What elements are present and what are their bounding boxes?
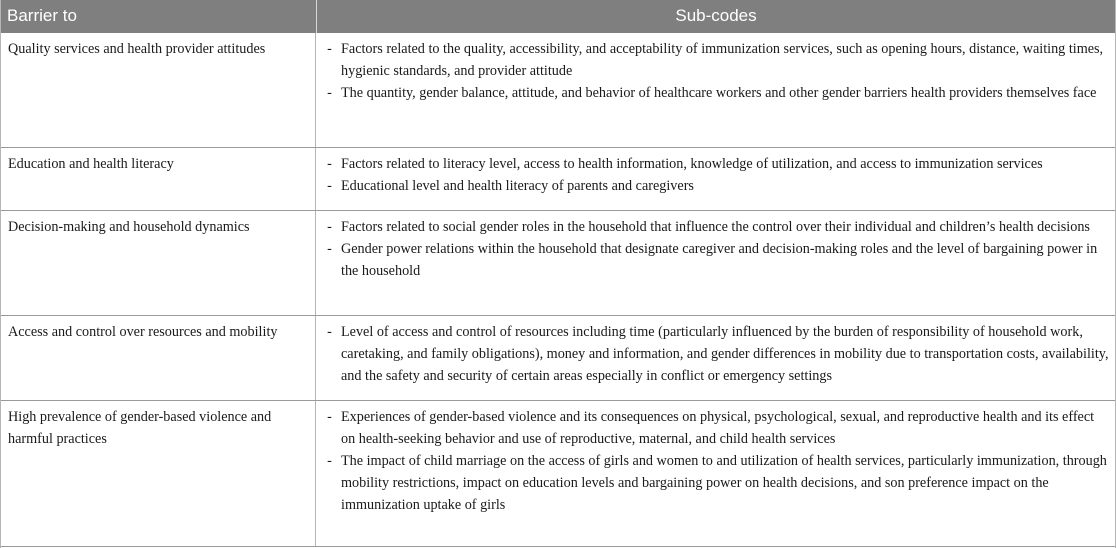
barrier-cell: Decision-making and household dynamics <box>1 211 316 315</box>
dash-bullet: - <box>327 178 332 194</box>
subcode-text: Level of access and control of resources including time (particularly influenced by the burden of responsibility of household work, caretaking, and family obligations), money and information, and gender differences in mobility due to transportation costs, availability, and the safety and security of certain areas especially in conflict or emergency settings <box>341 324 1109 384</box>
subcodes-cell <box>316 148 1115 210</box>
subcode-text: Factors related to literacy level, access to health information, knowledge of utilization, and access to immunization services <box>341 156 1043 172</box>
subcode-item <box>316 175 1111 197</box>
subcode-text: Gender power relations within the household that designate caregiver and decision-making roles and the level of bargaining power in the household <box>341 241 1098 279</box>
table-row <box>1 148 1115 211</box>
subcode-item <box>316 153 1111 175</box>
subcode-text: The impact of child marriage on the access of girls and women to and utilization of health services, particularly immunization, through mobility restrictions, impact on education levels and bargaining power on health decisions, and son preference impact on the immunization uptake of girls <box>341 453 1107 513</box>
subcode-text: Educational level and health literacy of parents and caregivers <box>341 178 694 194</box>
subcodes-cell <box>316 33 1115 147</box>
barrier-cell: Quality services and health provider attitudes <box>1 33 316 147</box>
dash-bullet: - <box>327 241 332 257</box>
subcode-item <box>316 82 1111 104</box>
table-row <box>1 211 1115 316</box>
dash-bullet: - <box>327 85 332 101</box>
dash-bullet: - <box>327 324 332 340</box>
subcode-text: Experiences of gender-based violence and its consequences on physical, psychological, sexual, and reproductive health and its effect on health-seeking behavior and use of reproductive, maternal, and child health services <box>341 409 1095 447</box>
dash-bullet: - <box>327 219 332 235</box>
dash-bullet: - <box>327 41 332 57</box>
subcode-item <box>316 406 1111 450</box>
header-barrier: Barrier to <box>7 6 77 25</box>
subcode-item <box>316 238 1111 282</box>
dash-bullet: - <box>327 453 332 469</box>
barrier-cell: High prevalence of gender-based violence and harmful practices <box>1 401 316 546</box>
subcode-item <box>316 450 1111 516</box>
header-subcodes: Sub-codes <box>316 0 1115 33</box>
barrier-cell: Access and control over resources and mobility <box>1 316 316 400</box>
subcode-item <box>316 321 1111 387</box>
subcodes-cell <box>316 401 1115 546</box>
subcode-item <box>316 216 1111 238</box>
table-row <box>1 33 1115 148</box>
subcode-text: Factors related to social gender roles in the household that influence the control over their individual and children’s health decisions <box>341 219 1090 235</box>
table-header <box>1 0 1115 33</box>
barrier-cell: Education and health literacy <box>1 148 316 210</box>
subcode-item <box>316 38 1111 82</box>
subcodes-cell <box>316 316 1115 400</box>
table-row <box>1 316 1115 401</box>
table-row <box>1 401 1115 547</box>
dash-bullet: - <box>327 409 332 425</box>
subcode-text: Factors related to the quality, accessibility, and acceptability of immunization services, such as opening hours, distance, waiting times, hygienic standards, and provider attitude <box>341 41 1104 79</box>
subcode-text: The quantity, gender balance, attitude, and behavior of healthcare workers and other gender barriers health providers themselves face <box>341 85 1097 101</box>
dash-bullet: - <box>327 156 332 172</box>
subcodes-cell <box>316 211 1115 315</box>
